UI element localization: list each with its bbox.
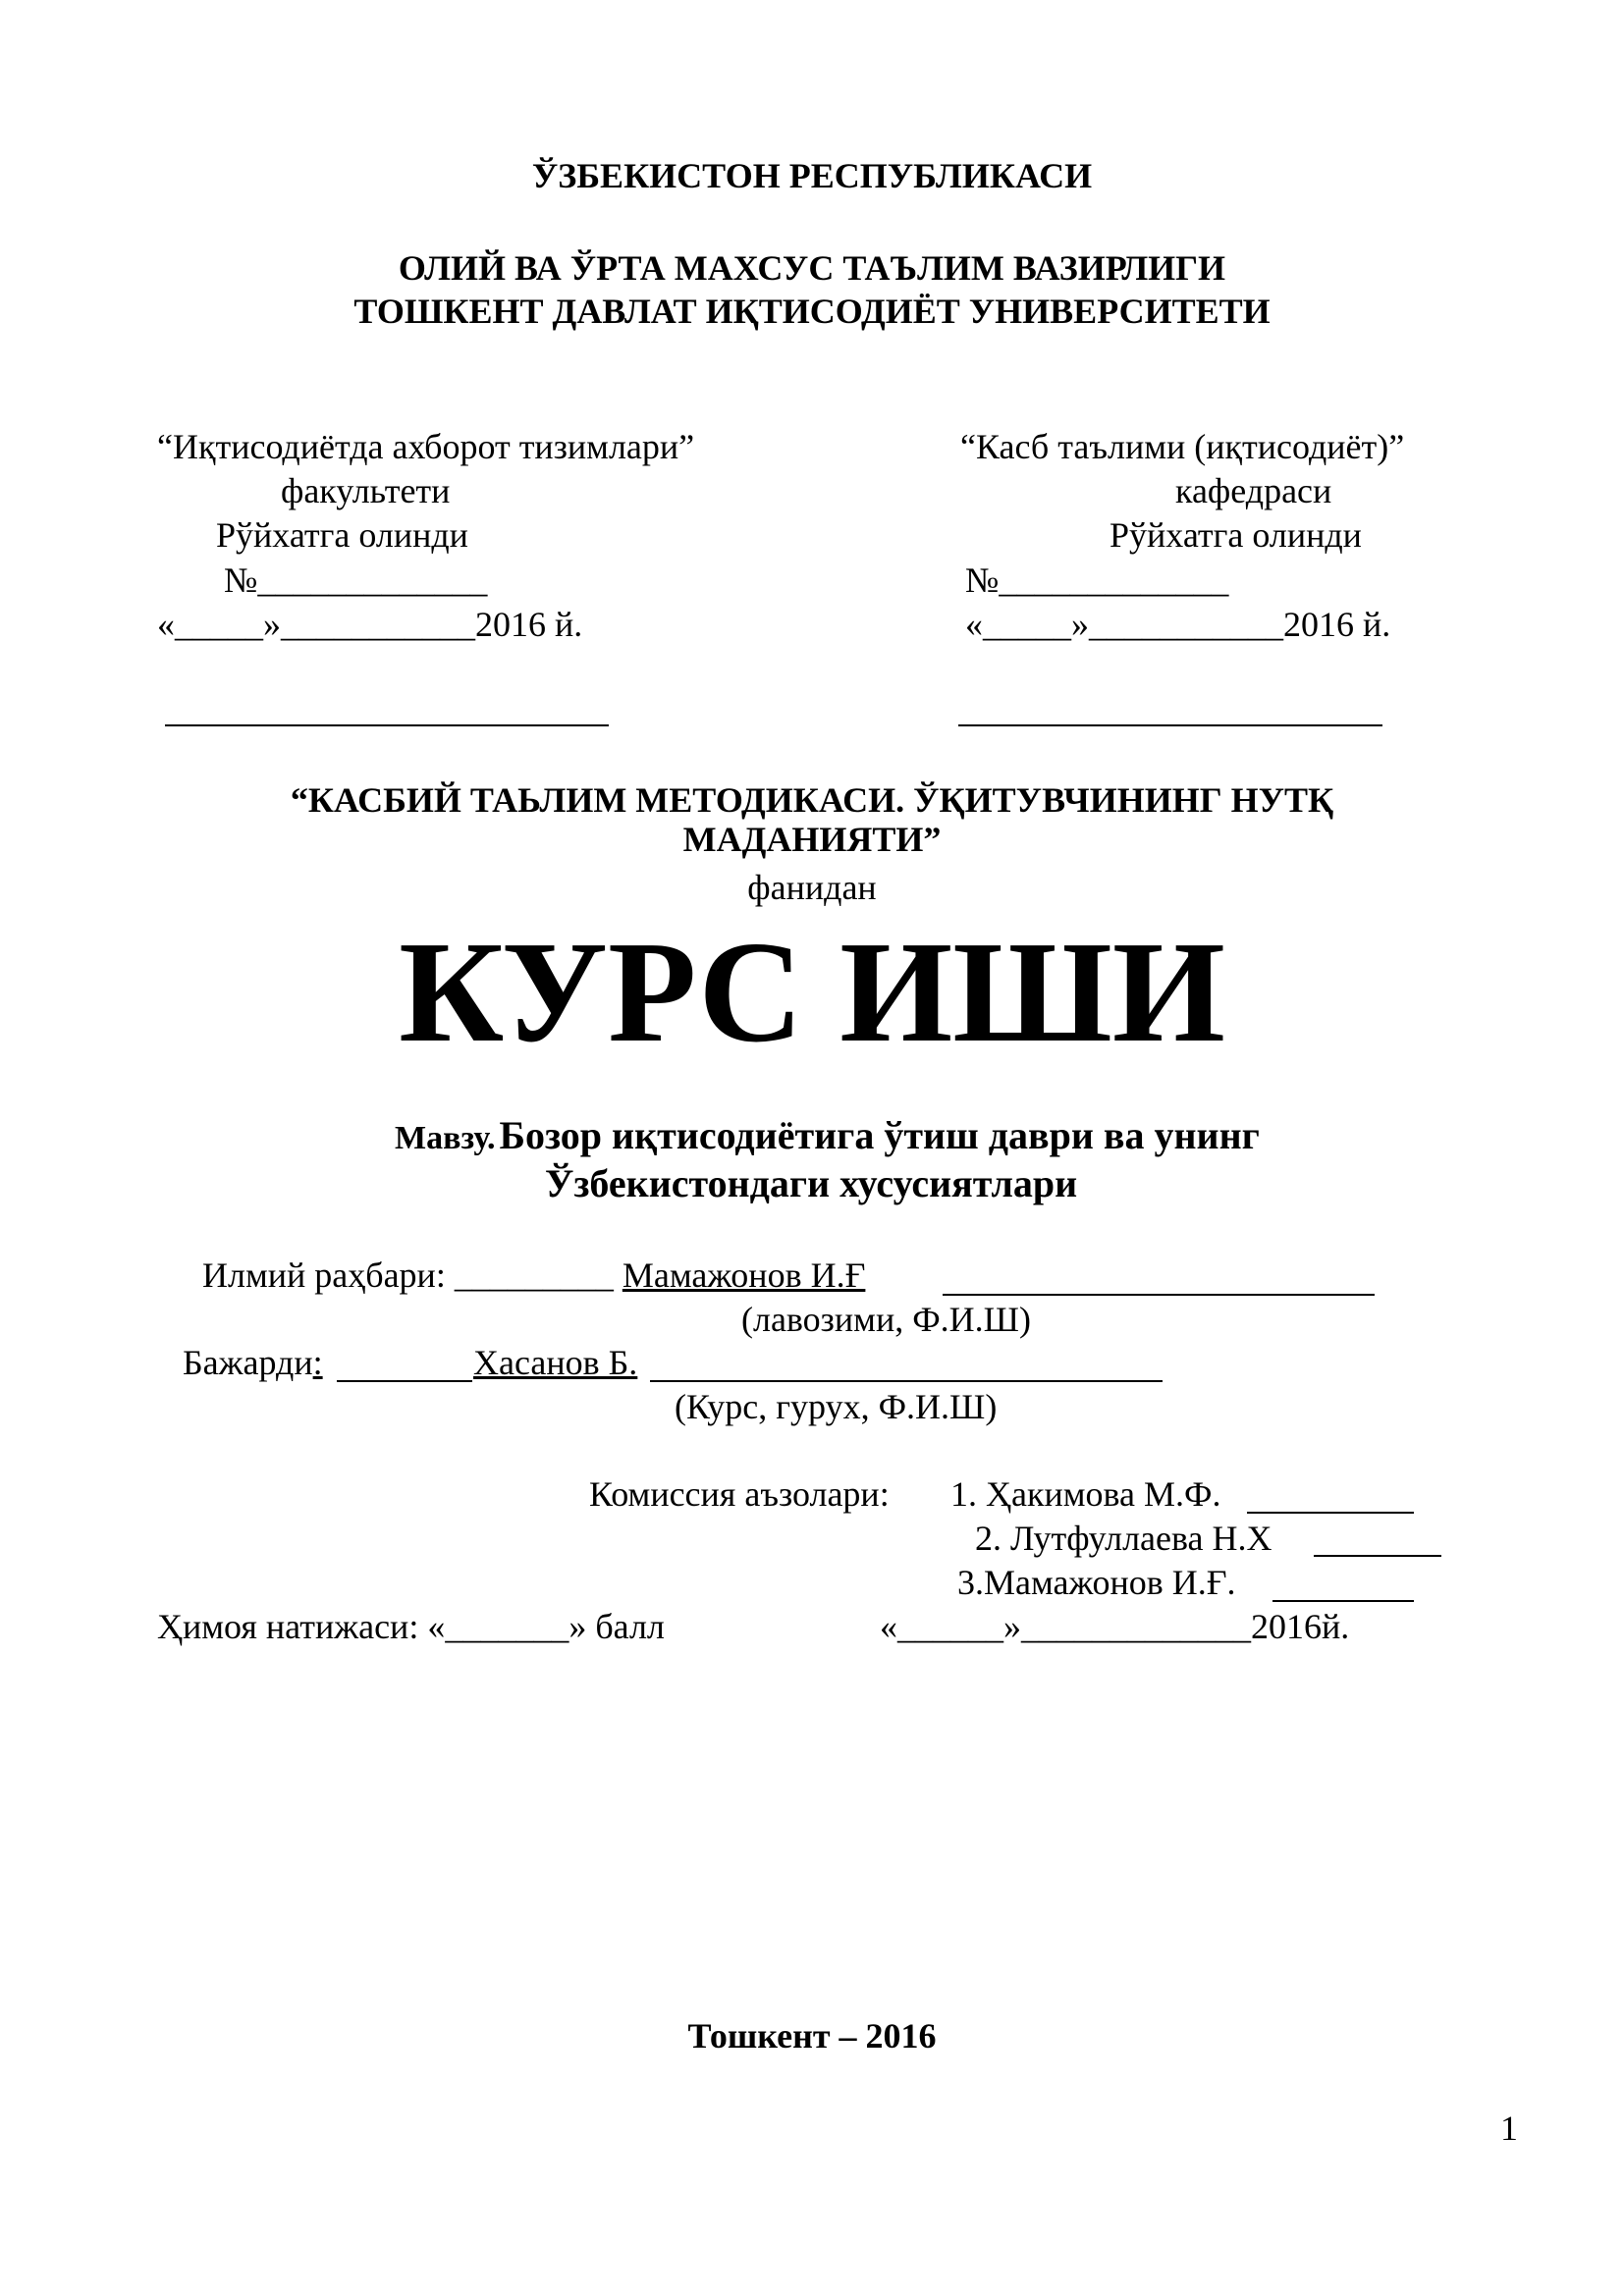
department-registered: Рўйхатга олинди bbox=[1110, 515, 1362, 555]
performer-label: Бажарди bbox=[183, 1343, 313, 1382]
performer-blank-line bbox=[337, 1380, 472, 1382]
republic-heading: ЎЗБЕКИСТОН РЕСПУБЛИКАСИ bbox=[531, 156, 1093, 195]
supervisor-underline bbox=[943, 1294, 1375, 1296]
department-name: “Касб таълими (иқтисодиёт)” bbox=[960, 427, 1405, 466]
topic-text-line2: Ўзбекистондаги хусусиятлари bbox=[545, 1161, 1078, 1205]
performer-note: (Курс, гурух, Ф.И.Ш) bbox=[675, 1387, 998, 1426]
faculty-number: №_____________ bbox=[224, 561, 488, 600]
department-date: «_____»___________2016 й. bbox=[965, 605, 1391, 644]
supervisor-note: (лавозими, Ф.И.Ш) bbox=[741, 1300, 1031, 1339]
faculty-label: факультети bbox=[281, 471, 451, 510]
document-title: КУРС ИШИ bbox=[399, 912, 1225, 1073]
performer-colon: : bbox=[312, 1343, 323, 1382]
subject-title-line2: МАДАНИЯТИ” bbox=[682, 820, 942, 859]
faculty-signature-line bbox=[165, 724, 609, 726]
faculty-name: “Иқтисодиётда ахборот тизимлари” bbox=[157, 427, 695, 466]
subject-title-line1: “КАСБИЙ ТАЬЛИМ МЕТОДИКАСИ. ЎҚИТУВЧИНИНГ НУТҚ bbox=[290, 780, 1334, 820]
defense-date: «______»_____________2016й. bbox=[880, 1607, 1350, 1646]
university-heading: ТОШКЕНТ ДАВЛАТ ИҚТИСОДИЁТ УНИВЕРСИТЕТИ bbox=[353, 292, 1271, 331]
faculty-date: «_____»___________2016 й. bbox=[157, 605, 583, 644]
topic-line1 bbox=[395, 1112, 1260, 1159]
page-number: 1 bbox=[1500, 2109, 1518, 2148]
department-signature-line bbox=[958, 724, 1382, 726]
subject-suffix: фанидан bbox=[747, 868, 877, 907]
performer-underline bbox=[650, 1380, 1163, 1382]
city-year: Тошкент – 2016 bbox=[687, 2016, 937, 2056]
department-number: №_____________ bbox=[965, 561, 1229, 600]
defense-result: Ҳимоя натижаси: «_______» балл bbox=[157, 1607, 665, 1646]
topic-text-line1: Бозор иқтисодиётига ўтиш даври ва унинг bbox=[499, 1113, 1260, 1157]
faculty-registered: Рўйхатга олинди bbox=[216, 515, 468, 555]
supervisor-label: Илмий раҳбари: bbox=[202, 1255, 446, 1295]
supervisor-name: Мамажонов И.Ғ bbox=[622, 1255, 866, 1295]
commission-member-1: 1. Ҳакимова М.Ф. bbox=[950, 1474, 1221, 1514]
commission-member-2-line bbox=[1314, 1555, 1441, 1557]
supervisor-blank: _________ bbox=[454, 1255, 614, 1295]
commission-member-3: 3.Мамажонов И.Ғ. bbox=[957, 1563, 1236, 1602]
commission-member-3-line bbox=[1272, 1600, 1414, 1602]
topic-label: Мавзу. bbox=[395, 1120, 496, 1156]
department-label: кафедраси bbox=[1175, 471, 1332, 510]
ministry-heading: ОЛИЙ ВА ЎРТА МАХСУС ТАЪЛИМ ВАЗИРЛИГИ bbox=[398, 248, 1226, 288]
performer-row bbox=[183, 1341, 323, 1384]
commission-member-2: 2. Лутфуллаева Н.Х bbox=[975, 1519, 1272, 1558]
supervisor-row bbox=[202, 1254, 865, 1297]
performer-name: Хасанов Б. bbox=[473, 1343, 638, 1382]
commission-label: Комиссия аъзолари: bbox=[589, 1474, 890, 1514]
commission-member-1-line bbox=[1247, 1512, 1414, 1514]
